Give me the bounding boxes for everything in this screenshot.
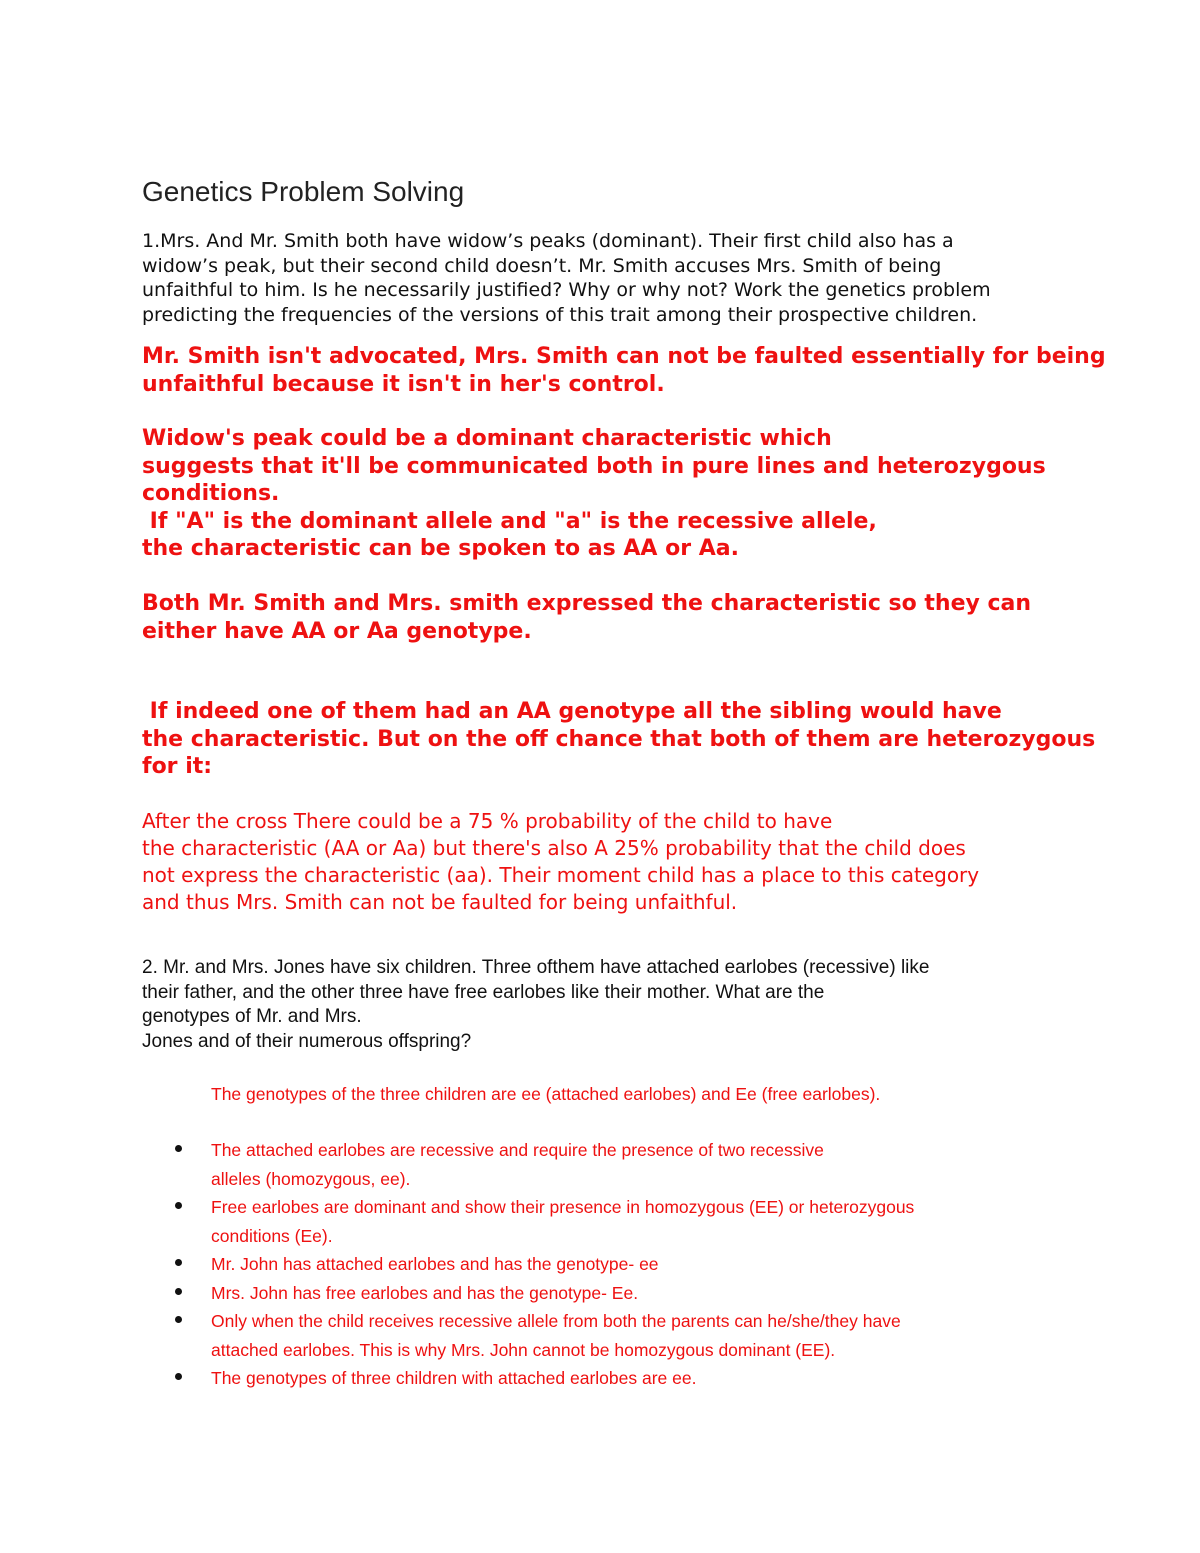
list-item-line: Mr. John has attached earlobes and has the genotype- ee (211, 1254, 659, 1274)
page-title: Genetics Problem Solving (142, 176, 465, 207)
list-item (211, 1250, 914, 1279)
answer-line: After the cross There could be a 75 % probability of the child to have (142, 809, 833, 833)
answer-line: not express the characteristic (aa). Their moment child has a place to this category (142, 863, 980, 887)
answer-line: If indeed one of them had an AA genotype all the sibling would have (142, 699, 1002, 724)
answer-2-bullet-list (211, 1136, 914, 1393)
question-2-line: Jones and of their numerous offspring? (142, 1030, 472, 1052)
question-2 (142, 956, 929, 1054)
question-2-line: their father, and the other three have free earlobes like their mother. What are the (142, 981, 825, 1003)
list-item (211, 1193, 914, 1250)
answer-line: Widow's peak could be a dominant characteristic which (142, 426, 832, 451)
list-item-line: Only when the child receives recessive allele from both the parents can he/she/they have (211, 1311, 901, 1331)
list-item-line: Mrs. John has free earlobes and has the genotype- Ee. (211, 1282, 639, 1303)
answer-line: the characteristic. But on the off chance that both of them are heterozygous (142, 726, 1096, 752)
answer-2-intro: The genotypes of the three children are ee (attached earlobes) and Ee (free earlobes). (211, 1084, 881, 1104)
list-item (211, 1279, 914, 1308)
answer-line: Both Mr. Smith and Mrs. smith expressed the characteristic so they can (142, 591, 1032, 616)
bullet-icon (175, 1202, 182, 1209)
answer-line: suggests that it'll be communicated both in pure lines and heterozygous (142, 453, 1046, 479)
question-1-line: unfaithful to him. Is he necessarily justified? Why or why not? Work the genetics problem (142, 279, 991, 301)
list-item (211, 1364, 914, 1393)
answer-1-paragraph-5 (142, 808, 979, 916)
question-1 (142, 229, 991, 327)
answer-1-paragraph-4 (142, 698, 1095, 781)
answer-line: the characteristic (AA or Aa) but there's also A 25% probability that the child does (142, 836, 966, 860)
answer-line: the characteristic can be spoken to as AA or Aa. (142, 536, 739, 561)
answer-line: either have AA or Aa genotype. (142, 618, 532, 644)
list-item-line: attached earlobes. This is why Mrs. John cannot be homozygous dominant (EE). (211, 1339, 836, 1360)
answer-line: unfaithful because it isn't in her's control. (142, 371, 665, 397)
list-item-line: The genotypes of three children with attached earlobes are ee. (211, 1368, 697, 1388)
answer-line: and thus Mrs. Smith can not be faulted for being unfaithful. (142, 890, 738, 914)
question-1-line: predicting the frequencies of the versions of this trait among their prospective children. (142, 303, 978, 326)
list-item-line: alleles (homozygous, ee). (211, 1168, 411, 1189)
question-2-line: genotypes of Mr. and Mrs. (142, 1006, 362, 1027)
list-item-line: The attached earlobes are recessive and require the presence of two recessive (211, 1140, 824, 1160)
answer-line: Mr. Smith isn't advocated, Mrs. Smith can not be faulted essentially for being (142, 344, 1106, 369)
list-item-line: conditions (Ee). (211, 1225, 333, 1246)
question-2-line: 2. Mr. and Mrs. Jones have six children. Three ofthem have attached earlobes (recessive) like (142, 957, 930, 978)
answer-1-paragraph-2 (142, 425, 1046, 563)
answer-line: for it: (142, 754, 213, 779)
answer-1-paragraph-3 (142, 590, 1031, 645)
question-1-line: 1.Mrs. And Mr. Smith both have widow’s peaks (dominant). Their first child also has a (142, 230, 954, 252)
list-item (211, 1307, 914, 1364)
bullet-icon (175, 1145, 182, 1152)
bullet-icon (175, 1373, 182, 1380)
list-item (211, 1136, 914, 1193)
bullet-icon (175, 1316, 182, 1323)
answer-line: If "A" is the dominant allele and "a" is the recessive allele, (142, 508, 877, 534)
bullet-icon (175, 1288, 182, 1295)
answer-1-paragraph-1 (142, 343, 1106, 398)
list-item-line: Free earlobes are dominant and show their presence in homozygous (EE) or heterozygous (211, 1197, 915, 1217)
answer-line: conditions. (142, 481, 280, 506)
bullet-icon (175, 1259, 182, 1266)
question-1-line: widow’s peak, but their second child doesn’t. Mr. Smith accuses Mrs. Smith of being (142, 254, 942, 277)
